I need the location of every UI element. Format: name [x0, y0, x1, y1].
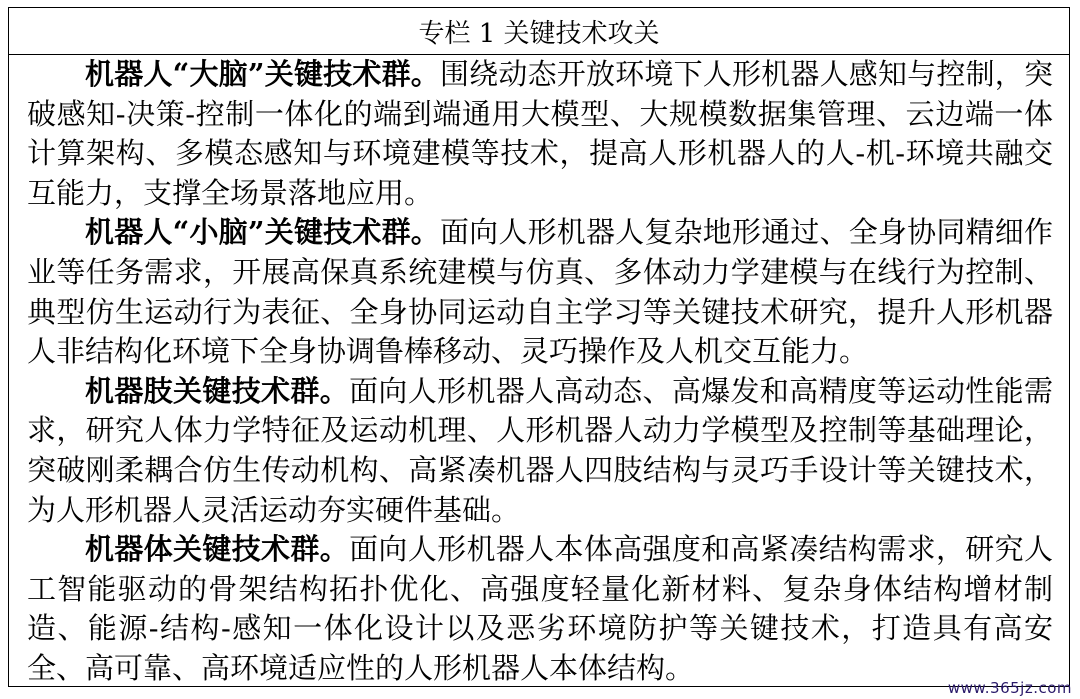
- paragraph-text: 面向人形机器人本体高强度和高紧凑结构需求，研究人工智能驱动的骨架结构拓扑优化、高强度轻量化新材料、复杂身体结构增材制造、能源-结构-感知一体化设计以及恶劣环境防护等关键技术，打造具有高安全、高可靠、高环境适应性的人形机器人本体结构。: [27, 532, 1053, 685]
- watermark: www.365jz.com: [947, 679, 1072, 697]
- paragraph-lead: 机器肢关键技术群。: [85, 373, 350, 408]
- column-title-text: 专栏 1 关键技术攻关: [418, 18, 660, 49]
- paragraph-lead: 机器人“大脑”关键技术群。: [85, 57, 440, 91]
- paragraph-text: 面向人形机器人复杂地形通过、全身协同精细作业等任务需求，开展高保真系统建模与仿真、多体动力学建模与在线行为控制、典型仿生运动行为表征、全身协同运动自主学习等关键技术研究，提升人形机器人非结构化环境下全身协调鲁棒移动、灵巧操作及人机交互能力。: [27, 215, 1053, 369]
- paragraph-text: 围绕动态开放环境下人形机器人感知与控制，突破感知-决策-控制一体化的端到端通用大模型、大规模数据集管理、云边端一体计算架构、多模态感知与环境建模等技术，提高人形机器人的人-机-环境共融交互能力，支撑全场景落地应用。: [27, 57, 1053, 210]
- paragraph-lead: 机器体关键技术群。: [85, 532, 350, 567]
- paragraph-body: [27, 530, 1053, 688]
- paragraph-limbs: [27, 372, 1053, 530]
- paragraph-cerebellum: [27, 213, 1053, 371]
- paragraph-brain: [27, 55, 1053, 213]
- paragraph-text: 面向人形机器人高动态、高爆发和高精度等运动性能需求，研究人体力学特征及运动机理、人形机器人动力学模型及控制等基础理论，突破刚柔耦合仿生传动机构、高紧凑机器人四肢结构与灵巧手设计等关键技术，为人形机器人灵活运动夯实硬件基础。: [27, 373, 1053, 527]
- column-title: [9, 8, 1069, 55]
- paragraph-lead: 机器人“小脑”关键技术群。: [85, 215, 440, 250]
- column-box: [8, 7, 1070, 687]
- column-content: [9, 55, 1069, 689]
